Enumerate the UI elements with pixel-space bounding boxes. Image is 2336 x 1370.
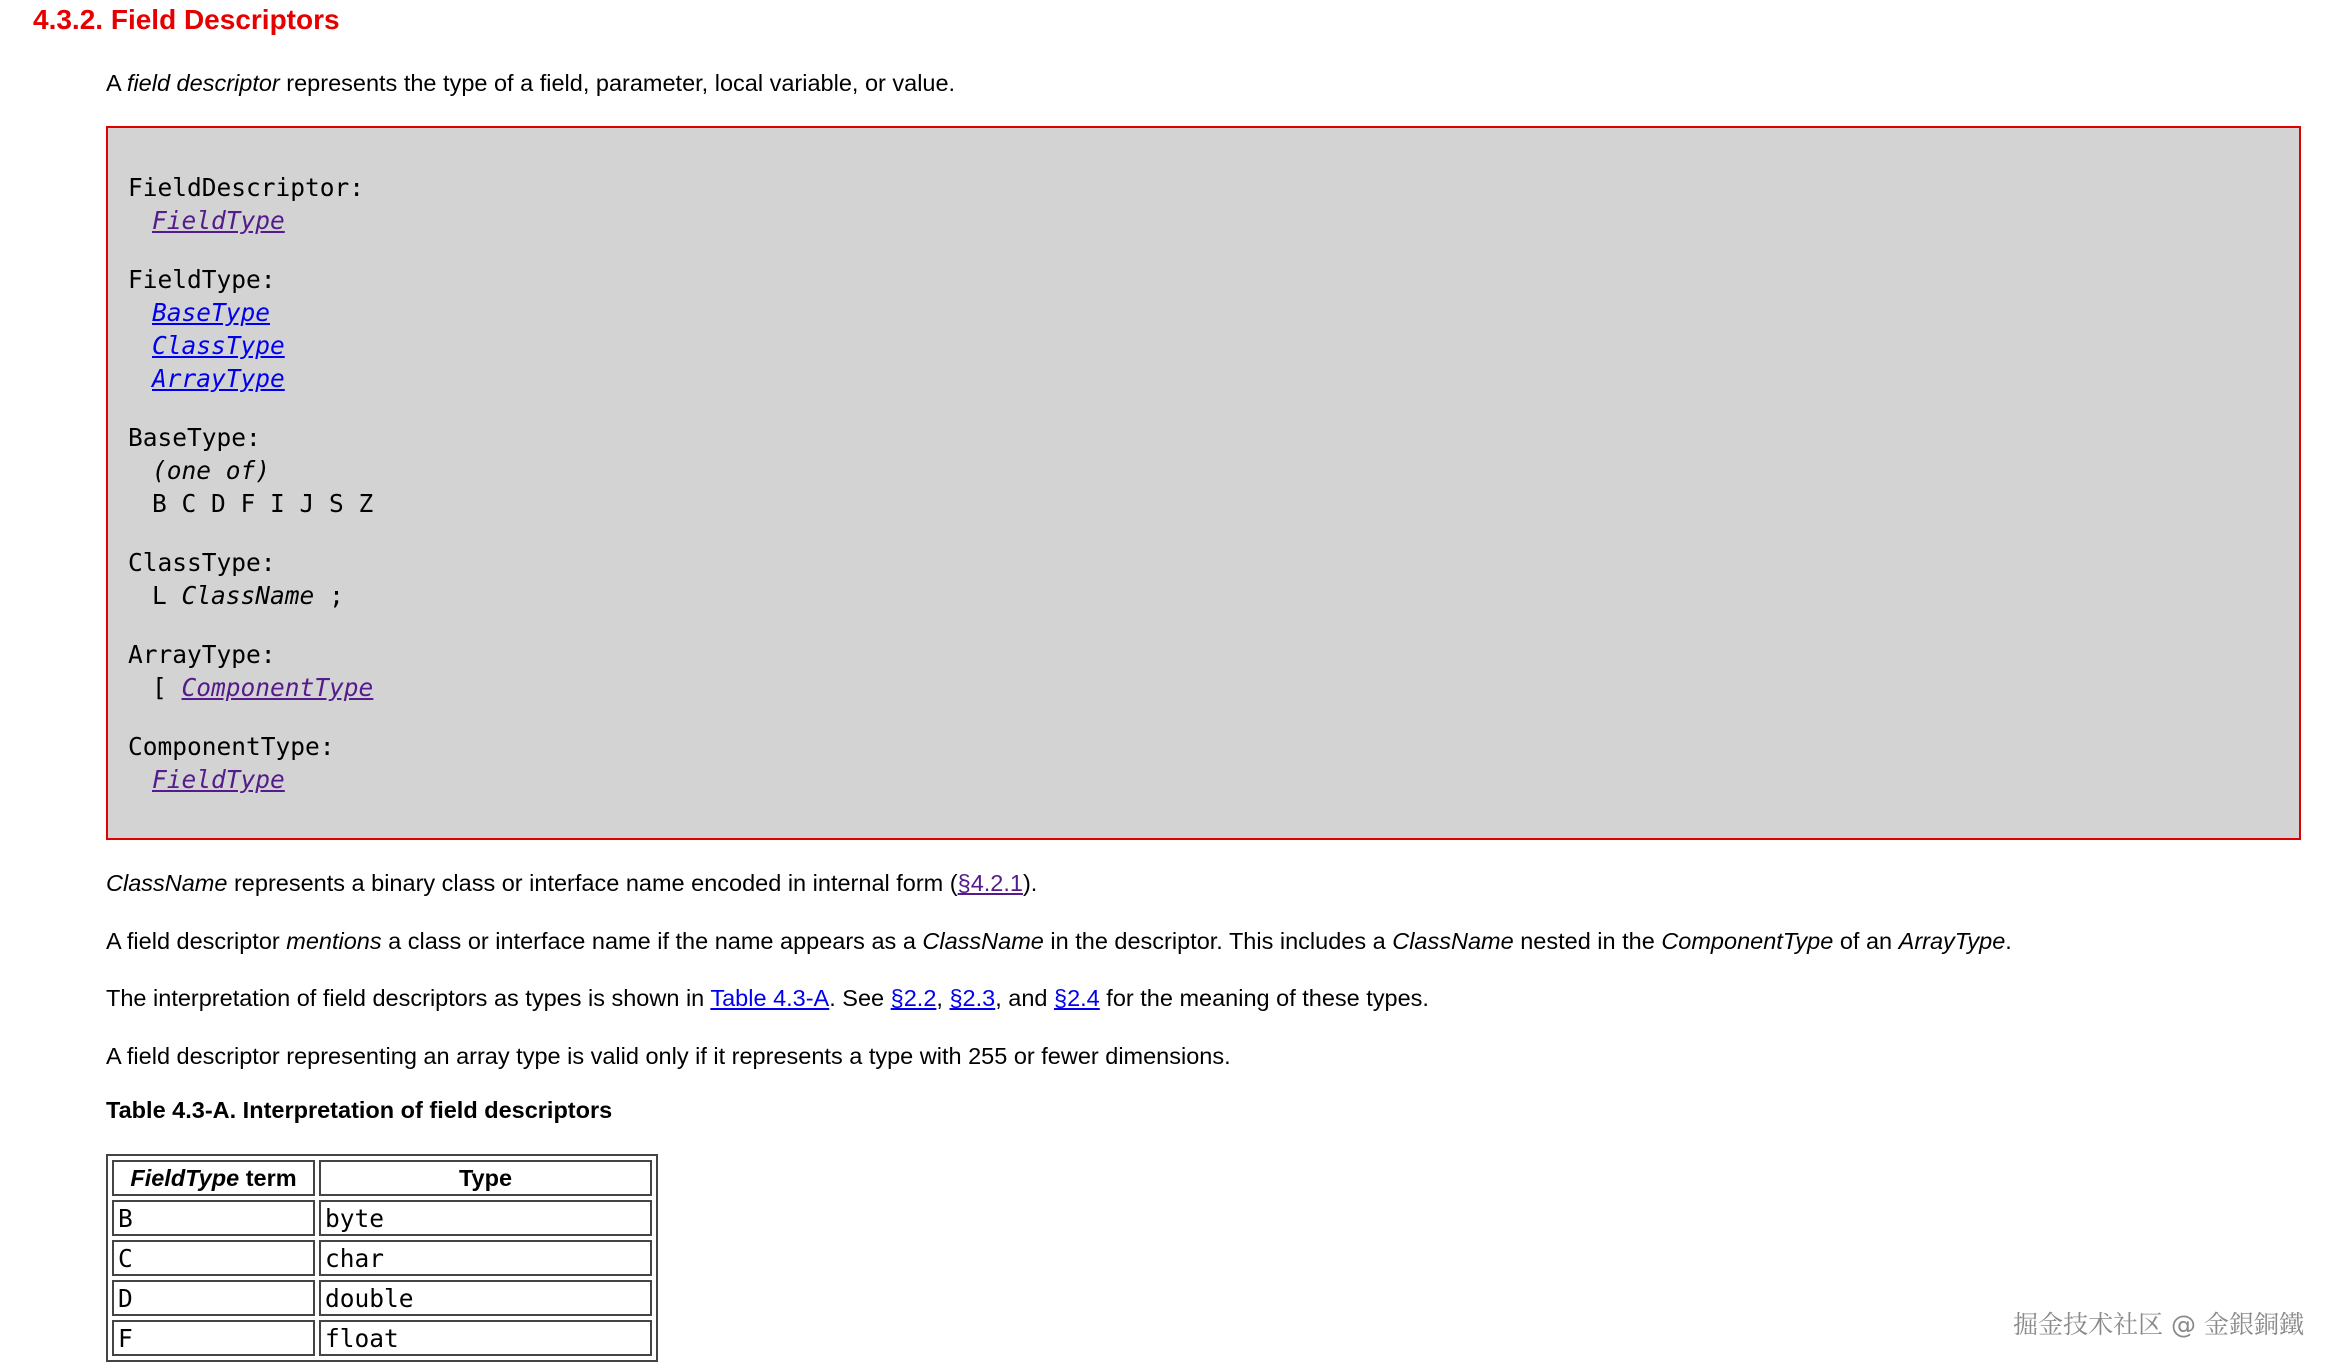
table-row (112, 1240, 652, 1276)
grammar-fielddescriptor-label: FieldDescriptor: (128, 173, 365, 202)
table-cell-type: double (319, 1280, 652, 1316)
table-caption: Table 4.3-A. Interpretation of field descriptors (106, 1097, 613, 1123)
table-cell-type: char (319, 1240, 652, 1276)
link-section-2-2[interactable]: §2.2 (890, 985, 937, 1011)
table-cell-term: F (112, 1320, 315, 1356)
interpretation-paragraph: The interpretation of field descriptors as types is shown in Table 4.3-A. See §2.2, §2.3, and §2.4 for the meaning of these types. (106, 985, 1429, 1011)
grammar-fieldtype-label: FieldType: (128, 265, 276, 294)
classtype-rule: L ClassName ; (152, 581, 344, 610)
arraytype-rule: [ ComponentType (152, 673, 374, 702)
link-fieldtype[interactable]: FieldType (152, 206, 285, 235)
table-cell-term: B (112, 1200, 315, 1236)
link-section-4-2-1[interactable]: §4.2.1 (957, 870, 1023, 896)
classname-term: ClassName (181, 581, 315, 610)
link-classtype[interactable]: ClassType (152, 331, 285, 360)
header-type: Type (319, 1160, 652, 1196)
grammar-componenttype-label: ComponentType: (128, 732, 335, 761)
table-cell-term: D (112, 1280, 315, 1316)
term-field-descriptor: field descriptor (126, 70, 280, 96)
grammar-arraytype-label: ArrayType: (128, 640, 276, 669)
grammar-classtype-label: ClassType: (128, 548, 276, 577)
table-row (112, 1280, 652, 1316)
link-componenttype[interactable]: ComponentType (181, 673, 374, 702)
section-title: 4.3.2. Field Descriptors (33, 4, 340, 35)
one-of-label: (one of) (152, 456, 271, 485)
table-row (112, 1200, 652, 1236)
grammar-box (106, 126, 2301, 840)
mentions-paragraph: A field descriptor mentions a class or interface name if the name appears as a ClassName in the descriptor. This includes a ClassName nested in the ComponentType of an ArrayType. (106, 928, 2012, 954)
intro-paragraph: A field descriptor represents the type of a field, parameter, local variable, or value. (106, 70, 956, 96)
field-descriptor-table (106, 1154, 658, 1362)
table-cell-term: C (112, 1240, 315, 1276)
table-row (112, 1320, 652, 1356)
link-arraytype[interactable]: ArrayType (152, 364, 285, 393)
table-cell-type: byte (319, 1200, 652, 1236)
watermark: 掘金技术社区 @ 金銀銅鐵 (2013, 1310, 2304, 1339)
array-paragraph: A field descriptor representing an array type is valid only if it represents a type with 255 or fewer dimensions. (106, 1043, 1231, 1069)
header-fieldtype-term: FieldType term (112, 1160, 315, 1196)
link-section-2-3[interactable]: §2.3 (949, 985, 996, 1011)
link-basetype[interactable]: BaseType (152, 298, 271, 327)
link-table-4-3-a[interactable]: Table 4.3-A (710, 985, 830, 1011)
table-header-row (112, 1160, 652, 1196)
link-section-2-4[interactable]: §2.4 (1054, 985, 1100, 1011)
table-cell-type: float (319, 1320, 652, 1356)
classname-paragraph: ClassName represents a binary class or interface name encoded in internal form (§4.2.1). (106, 870, 1038, 896)
link-componenttype-fieldtype[interactable]: FieldType (152, 765, 285, 794)
grammar-basetype-label: BaseType: (128, 423, 261, 452)
basetype-values: B C D F I J S Z (152, 489, 374, 518)
